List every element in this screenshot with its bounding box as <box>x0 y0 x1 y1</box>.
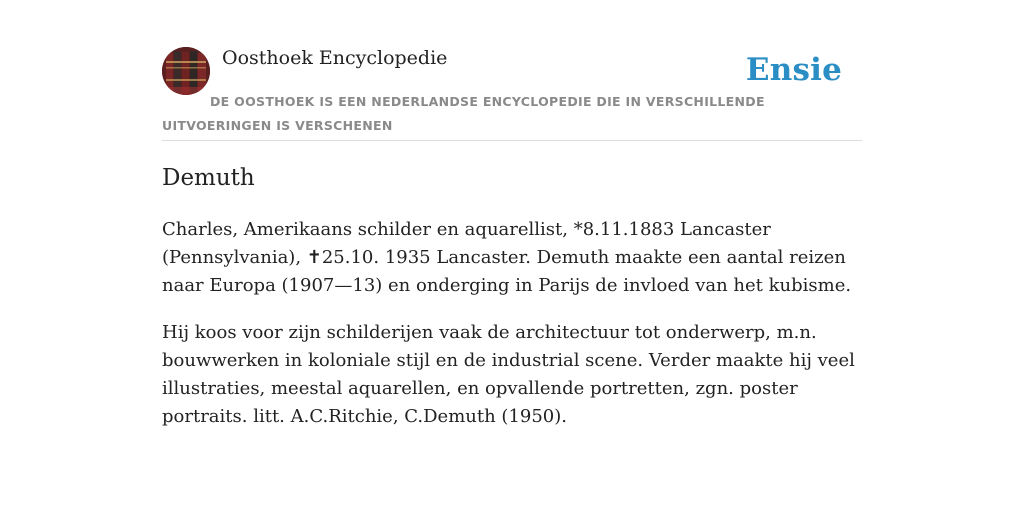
site-name[interactable]: Oosthoek Encyclopedie <box>222 47 448 69</box>
article <box>162 160 862 431</box>
article-title: Demuth <box>162 165 255 191</box>
site-tagline: DE OOSTHOEK IS EEN NEDERLANDSE ENCYCLOPEDIE DIE IN VERSCHILLENDE UITVOERINGEN IS VERSCHENEN <box>162 94 765 133</box>
encyclopedia-books-icon[interactable] <box>162 47 210 95</box>
site-header <box>162 46 862 141</box>
article-paragraph: Charles, Amerikaans schilder en aquarellist, *8.11.1883 Lancaster (Pennsylvania), ✝25.10. 1935 Lancaster. Demuth maakte een aantal reizen naar Europa (1907—13) en onderging in Parijs de invloed van het kubisme. <box>162 219 852 296</box>
article-paragraph: Hij koos voor zijn schilderijen vaak de architectuur tot onderwerp, m.n. bouwwerken in koloniale stijl en de industrial scene. Verder maakte hij veel illustraties, meestal aquarellen, en opvallende portretten, zgn. poster portraits. litt. A.C.Ritchie, C.Demuth (1950). <box>162 322 855 427</box>
ensie-logo-link[interactable]: Ensie <box>745 52 842 88</box>
